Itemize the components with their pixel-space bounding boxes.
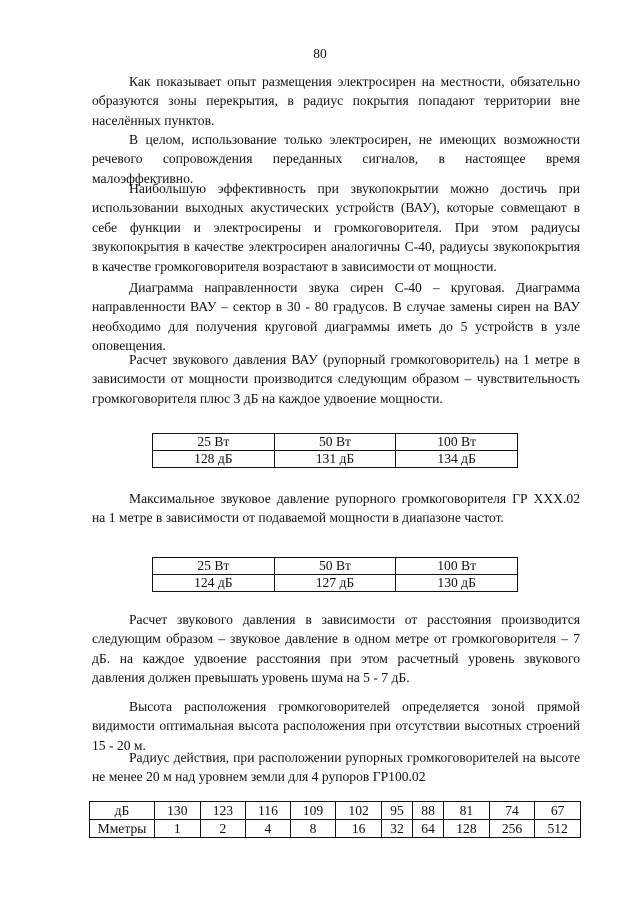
table-cell: 64 — [413, 820, 444, 838]
table-cell: 32 — [381, 820, 412, 838]
power-pressure-table-vau — [152, 433, 518, 468]
table-row — [153, 558, 518, 575]
paragraph-3: Наибольшую эффективность при звукопокрытии можно достичь при использовании выходных акустических устройств (ВАУ), которые совмещают в себе функции и электросирены и громкоговорителя. При этом радиусы звукопокрытия в качестве электросирен аналогичны С-40, радиусы звукопокрытия в качестве громкоговорителя возрастают в зависимости от мощности. — [92, 181, 580, 274]
table-cell: 124 дБ — [153, 575, 275, 592]
table-cell: 50 Вт — [274, 558, 396, 575]
table-cell: 95 — [381, 802, 412, 820]
table-cell: 4 — [246, 820, 291, 838]
table-cell: 109 — [290, 802, 336, 820]
paragraph-8: Высота расположения громкоговорителей определяется зоной прямой видимости оптимальная высота расположения при отсутствии высотных строений 15 - 20 м. — [92, 699, 580, 753]
paragraph-6: Максимальное звуковое давление рупорного громкоговорителя ГР ХХХ.02 на 1 метре в зависимости от подаваемой мощности в диапазоне частот. — [92, 491, 580, 526]
paragraph-6-block — [92, 489, 580, 528]
table-cell: 25 Вт — [153, 434, 275, 451]
paragraph-7: Расчет звукового давления в зависимости от расстояния производится следующим образом – звуковое давление в одном метре от громкоговорителя – 7 дБ. на каждое удвоение расстояния при этом расчетный уровень звукового давления должен превышать уровень шума на 5 - 7 дБ. — [92, 612, 580, 686]
table-row — [90, 820, 581, 838]
table-cell: 25 Вт — [153, 558, 275, 575]
paragraph-8-block — [92, 697, 580, 755]
paragraph-5: Расчет звукового давления ВАУ (рупорный громкоговоритель) на 1 метре в зависимости от мощности производится следующим образом – чувствительность громкоговорителя плюс 3 дБ на каждое удвоение мощности. — [92, 352, 580, 406]
table-cell: 256 — [489, 820, 535, 838]
table-cell: 128 дБ — [153, 451, 275, 468]
table-cell: 67 — [535, 802, 581, 820]
table-cell: 130 дБ — [396, 575, 518, 592]
table-row — [90, 802, 581, 820]
table-cell: 130 — [155, 802, 201, 820]
table-cell: 131 дБ — [274, 451, 396, 468]
table-cell: 74 — [489, 802, 535, 820]
table-cell: 2 — [200, 820, 246, 838]
paragraph-9-block — [92, 748, 580, 787]
power-pressure-table-gr — [152, 557, 518, 592]
table-cell: 81 — [444, 802, 490, 820]
distance-pressure-table — [89, 801, 581, 838]
table-cell: 512 — [535, 820, 581, 838]
table-row — [153, 451, 518, 468]
table-cell: 127 дБ — [274, 575, 396, 592]
paragraph-1-block — [92, 72, 580, 130]
paragraph-2: В целом, использование только электросирен, не имеющих возможности речевого сопровождения переданных сигналов, в настоящее время малоэффективно. — [92, 132, 580, 186]
table-cell: 123 — [200, 802, 246, 820]
paragraph-4: Диаграмма направленности звука сирен С-40 – круговая. Диаграмма направленности ВАУ – сектор в 30 - 80 градусов. В случае замены сирен на ВАУ необходимо для получения круговой диаграммы иметь до 5 устройств в узле оповещения. — [92, 280, 580, 354]
paragraph-4-block — [92, 278, 580, 356]
table-cell: 50 Вт — [274, 434, 396, 451]
table-cell: 134 дБ — [396, 451, 518, 468]
table-cell: 1 — [155, 820, 201, 838]
paragraph-3-block — [92, 179, 580, 276]
table-cell: 128 — [444, 820, 490, 838]
table-row — [153, 575, 518, 592]
table-cell: 100 Вт — [396, 558, 518, 575]
table-row-label: Мметры — [90, 820, 155, 838]
table-cell: 88 — [413, 802, 444, 820]
page-number: 80 — [313, 46, 327, 61]
paragraph-5-block — [92, 350, 580, 408]
table-row-label: дБ — [90, 802, 155, 820]
table-cell: 116 — [246, 802, 291, 820]
table-cell: 16 — [336, 820, 382, 838]
table-cell: 100 Вт — [396, 434, 518, 451]
table-cell: 102 — [336, 802, 382, 820]
table-cell: 8 — [290, 820, 336, 838]
paragraph-7-block — [92, 610, 580, 688]
paragraph-9: Радиус действия, при расположении рупорных громкоговорителей на высоте не менее 20 м над уровнем земли для 4 рупоров ГР100.02 — [92, 750, 580, 785]
paragraph-1: Как показывает опыт размещения электросирен на местности, обязательно образуются зоны перекрытия, в радиус покрытия попадают территории вне населённых пунктов. — [92, 74, 580, 128]
table-row — [153, 434, 518, 451]
